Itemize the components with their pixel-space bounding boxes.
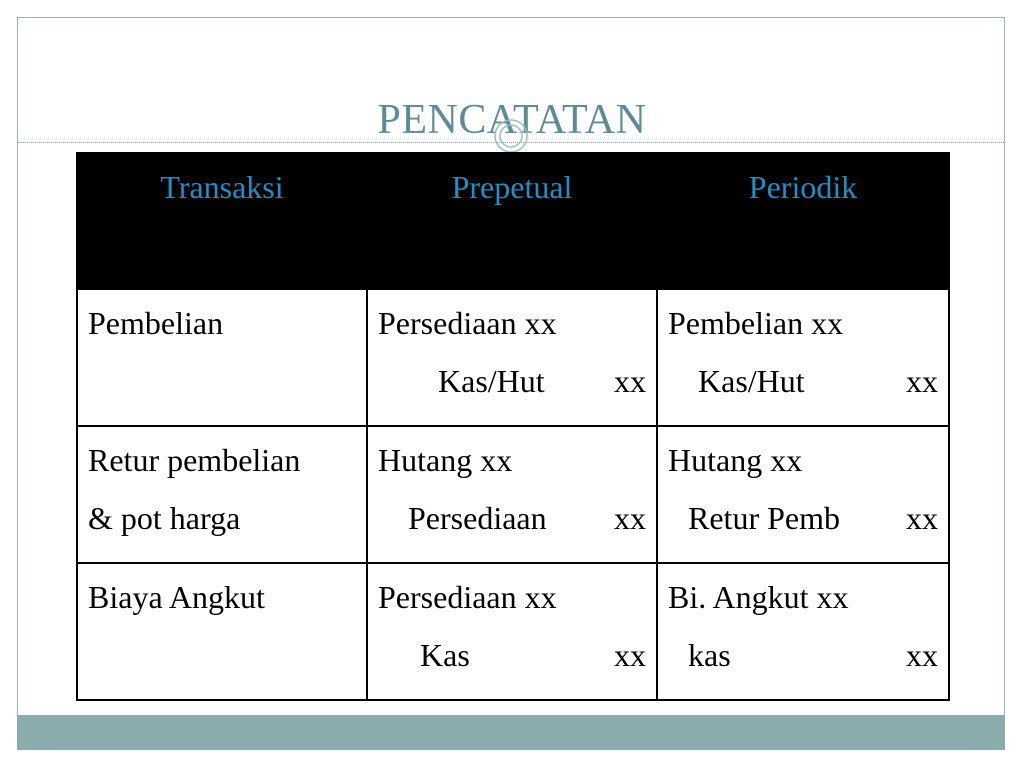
table-header-row — [77, 153, 949, 289]
header-transaksi: Transaksi — [77, 153, 367, 289]
cell-prepetual — [367, 563, 657, 700]
cell-transaksi — [77, 426, 367, 563]
transaksi-label: Retur pembelian — [88, 442, 301, 478]
credit-account: Kas/Hut — [438, 363, 545, 399]
debit-entry: Bi. Angkut xx — [668, 579, 849, 615]
transaksi-label: Pembelian — [88, 305, 224, 341]
credit-account: Persediaan — [408, 500, 547, 536]
debit-entry: Persediaan xx — [378, 305, 557, 341]
table-row — [77, 563, 949, 700]
cell-prepetual — [367, 426, 657, 563]
cell-periodik — [657, 563, 949, 700]
debit-entry: Hutang xx — [378, 442, 513, 478]
cell-prepetual — [367, 289, 657, 426]
cell-periodik — [657, 289, 949, 426]
credit-amount: xx — [614, 500, 646, 536]
credit-amount: xx — [614, 363, 646, 399]
header-prepetual: Prepetual — [367, 153, 657, 289]
journal-table — [76, 152, 950, 701]
cell-transaksi — [77, 289, 367, 426]
credit-entry — [378, 626, 646, 684]
credit-entry — [668, 626, 938, 684]
credit-entry — [378, 352, 646, 410]
table-row — [77, 426, 949, 563]
debit-entry: Persediaan xx — [378, 579, 557, 615]
credit-account: kas — [688, 637, 731, 673]
transaksi-label: Biaya Angkut — [88, 579, 265, 615]
table-row — [77, 289, 949, 426]
cell-transaksi — [77, 563, 367, 700]
credit-amount: xx — [906, 637, 938, 673]
credit-amount: xx — [906, 500, 938, 536]
transaksi-label-cont: & pot harga — [88, 500, 241, 536]
credit-account: Kas — [420, 637, 470, 673]
credit-entry — [668, 352, 938, 410]
header-periodik: Periodik — [657, 153, 949, 289]
credit-amount: xx — [614, 637, 646, 673]
credit-entry — [668, 489, 938, 547]
debit-entry: Hutang xx — [668, 442, 803, 478]
cell-periodik — [657, 426, 949, 563]
credit-account: Kas/Hut — [698, 363, 805, 399]
circle-ornament-icon — [493, 118, 529, 154]
credit-entry — [378, 489, 646, 547]
footer-bar — [17, 715, 1005, 750]
debit-entry: Pembelian xx — [668, 305, 844, 341]
credit-account: Retur Pemb — [688, 500, 840, 536]
slide-title: PENCATATAN — [377, 97, 647, 143]
credit-amount: xx — [906, 363, 938, 399]
